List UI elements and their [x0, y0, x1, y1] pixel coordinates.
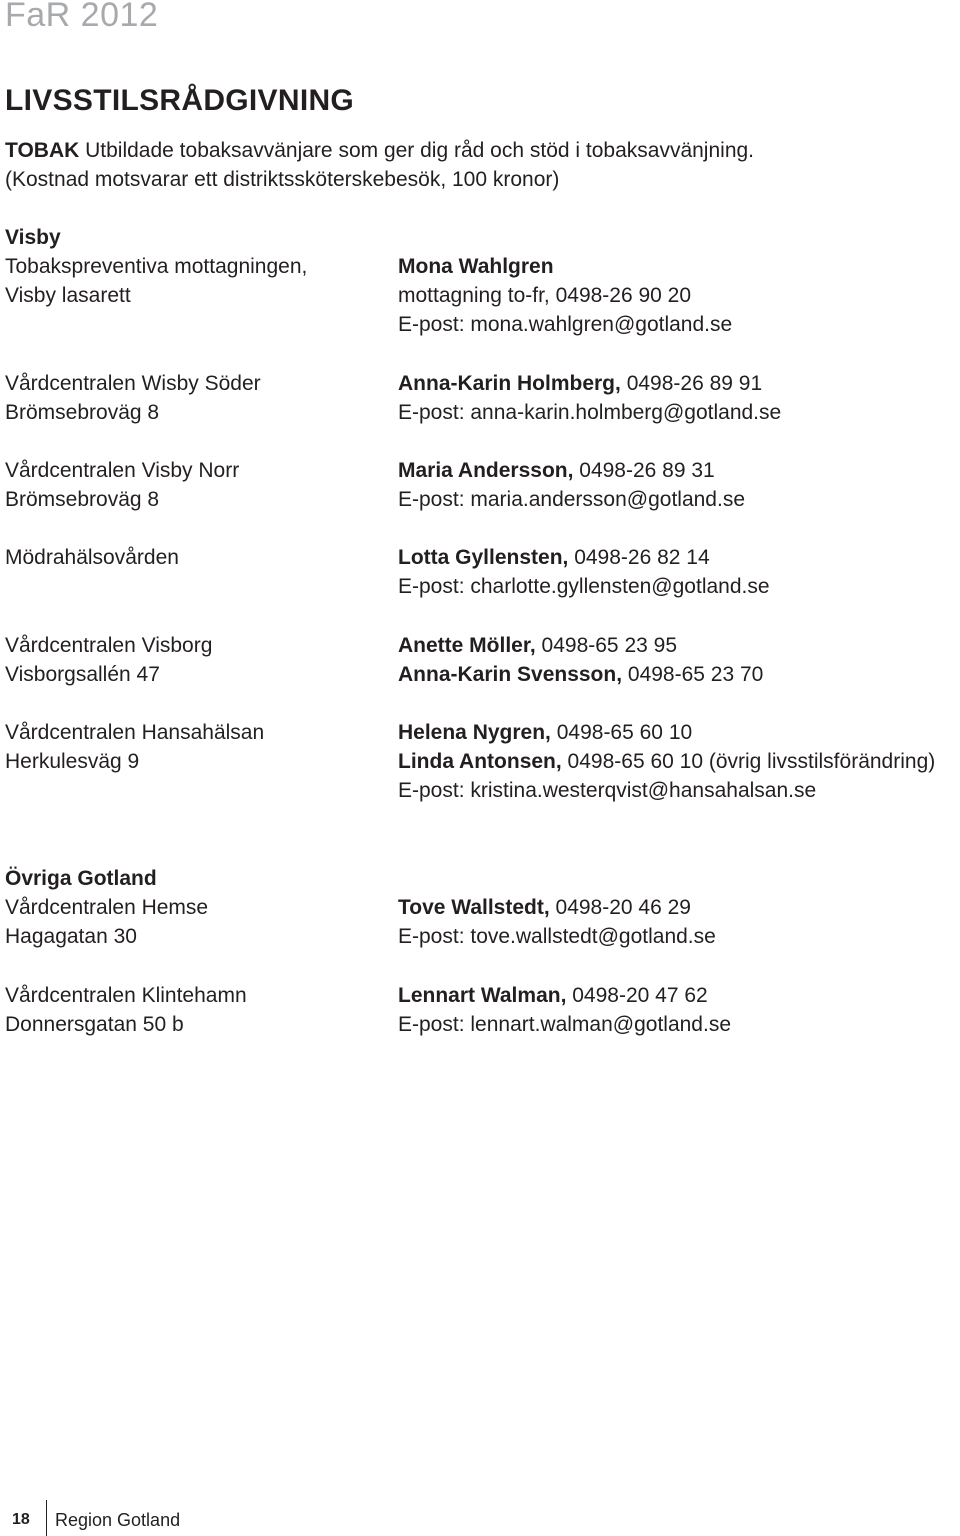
soder-place: Vårdcentralen Wisby Söder: [5, 372, 261, 395]
footer-organization: Region Gotland: [55, 1510, 181, 1530]
hansa-address: Herkulesväg 9: [5, 750, 140, 773]
visborg-phone-1: 0498-65 23 95: [535, 634, 677, 657]
intro-label: TOBAK: [5, 139, 80, 162]
ovriga-heading: Övriga Gotland: [5, 867, 157, 890]
klintehamn-email: E-post: lennart.walman@gotland.se: [398, 1013, 731, 1036]
tobak-place: Tobakspreventiva mottagningen,: [5, 255, 308, 278]
tobak-reception: mottagning to-fr, 0498-26 90 20: [398, 284, 692, 307]
hemse-address: Hagagatan 30: [5, 925, 137, 948]
intro-line: [5, 136, 754, 165]
modra-phone: 0498-26 82 14: [568, 546, 710, 569]
hansa-contact-name-2: Linda Antonsen,: [398, 750, 562, 773]
soder-phone: 0498-26 89 91: [620, 372, 763, 395]
hansa-contact-1: [398, 718, 692, 747]
visborg-place: Vårdcentralen Visborg: [5, 634, 213, 657]
modra-email: E-post: charlotte.gyllensten@gotland.se: [398, 575, 770, 598]
soder-contact: [398, 369, 762, 398]
soder-address: Brömsebroväg 8: [5, 401, 160, 424]
visborg-address: Visborgsallén 47: [5, 663, 160, 686]
hansa-contact-2: [398, 747, 935, 776]
klintehamn-contact-name: Lennart Walman,: [398, 984, 567, 1007]
hemse-email: E-post: tove.wallstedt@gotland.se: [398, 925, 716, 948]
norr-phone: 0498-26 89 31: [573, 459, 715, 482]
hansa-place: Vårdcentralen Hansahälsan: [5, 721, 265, 744]
hansa-phone-2: 0498-65 60 10 (övrig livsstilsförändring): [561, 750, 936, 773]
soder-contact-name: Anna-Karin Holmberg,: [398, 372, 621, 395]
tobak-contact-name: Mona Wahlgren: [398, 255, 554, 278]
hansa-contact-name-1: Helena Nygren,: [398, 721, 551, 744]
klintehamn-phone: 0498-20 47 62: [566, 984, 708, 1007]
visborg-phone-2: 0498-65 23 70: [622, 663, 764, 686]
norr-address: Brömsebroväg 8: [5, 488, 160, 511]
section-title: LIVSSTILSRÅDGIVNING: [5, 84, 355, 117]
tobak-place-line2: Visby lasarett: [5, 284, 131, 307]
footer-divider: [46, 1500, 47, 1536]
hansa-phone-1: 0498-65 60 10: [550, 721, 693, 744]
document-header: FaR 2012: [5, 0, 159, 34]
modra-contact-name: Lotta Gyllensten,: [398, 546, 569, 569]
page-number: 18: [12, 1511, 30, 1528]
hemse-phone: 0498-20 46 29: [549, 896, 691, 919]
visborg-contact-name-2: Anna-Karin Svensson,: [398, 663, 623, 686]
intro-text: Utbildade tobaksavvänjare som ger dig råd och stöd i tobaksavvänjning.: [79, 139, 755, 162]
norr-place: Vårdcentralen Visby Norr: [5, 459, 240, 482]
visborg-contact-1: [398, 631, 677, 660]
hemse-contact-name: Tove Wallstedt,: [398, 896, 550, 919]
soder-email: E-post: anna-karin.holmberg@gotland.se: [398, 401, 782, 424]
modra-contact: [398, 543, 710, 572]
norr-email: E-post: maria.andersson@gotland.se: [398, 488, 746, 511]
visborg-contact-2: [398, 660, 763, 689]
hemse-contact: [398, 893, 691, 922]
visby-heading: Visby: [5, 226, 61, 249]
klintehamn-contact: [398, 981, 708, 1010]
norr-contact: [398, 456, 715, 485]
hansa-email: E-post: kristina.westerqvist@hansahalsan.se: [398, 779, 817, 802]
intro-cost: (Kostnad motsvarar ett distriktssköterskebesök, 100 kronor): [5, 168, 560, 191]
klintehamn-address: Donnersgatan 50 b: [5, 1013, 184, 1036]
modra-place: Mödrahälsovården: [5, 546, 179, 569]
visborg-contact-name-1: Anette Möller,: [398, 634, 536, 657]
klintehamn-place: Vårdcentralen Klintehamn: [5, 984, 247, 1007]
norr-contact-name: Maria Andersson,: [398, 459, 574, 482]
hemse-place: Vårdcentralen Hemse: [5, 896, 209, 919]
tobak-email: E-post: mona.wahlgren@gotland.se: [398, 313, 733, 336]
